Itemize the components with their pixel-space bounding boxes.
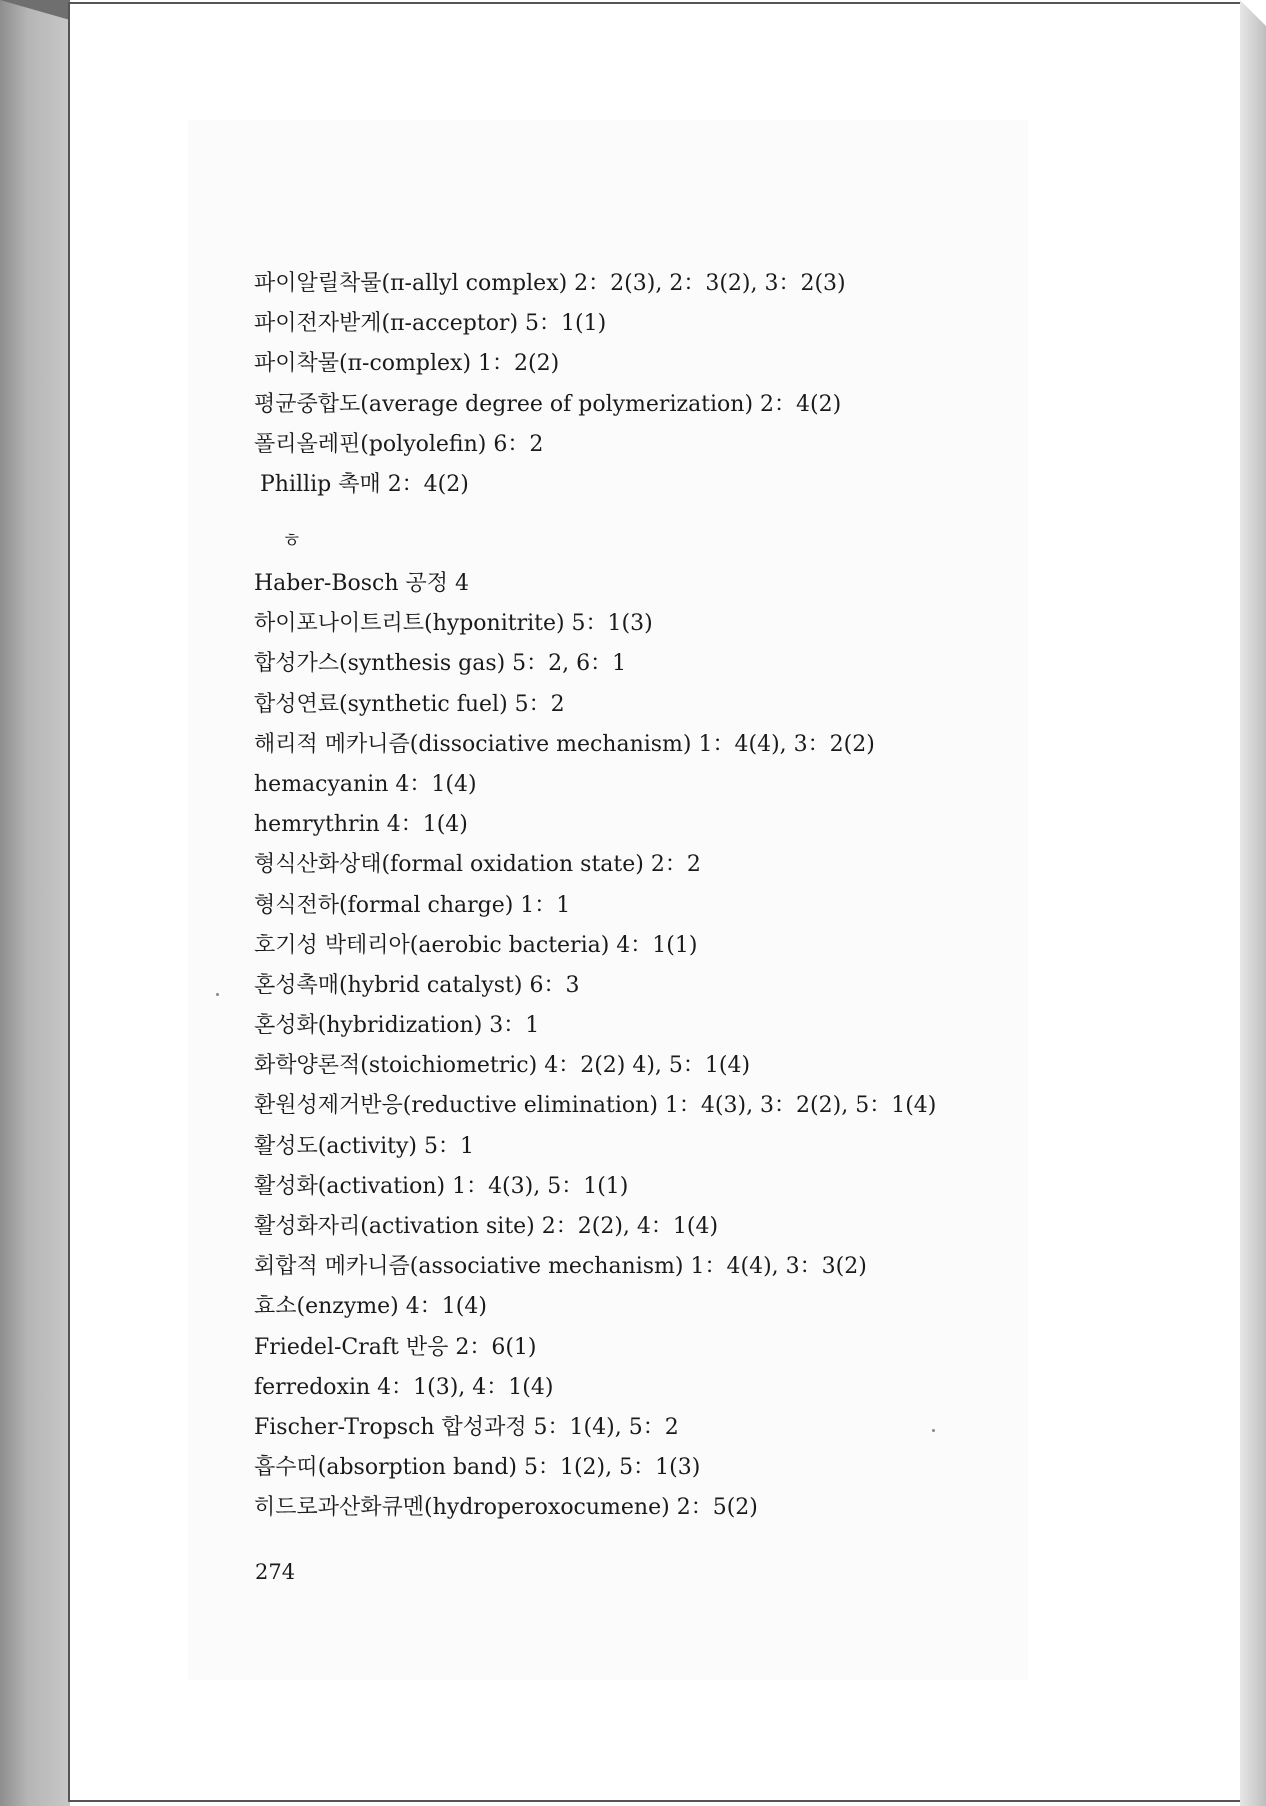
section-heading: ㅎ <box>282 528 302 552</box>
page-number: 274 <box>255 1560 296 1584</box>
index-entry: 파이전자받게(π-acceptor) 5：1(1) <box>254 311 607 337</box>
index-entry: 히드로과산화큐멘(hydroperoxocumene) 2：5(2) <box>254 1495 758 1521</box>
index-entry: 해리적 메카니즘(dissociative mechanism) 1：4(4), 3：2(2) <box>254 731 875 757</box>
scan-speck <box>216 993 219 996</box>
index-entry: 활성화자리(activation site) 2：2(2), 4：1(4) <box>254 1214 719 1239</box>
index-entry: 하이포나이트리트(hyponitrite) 5：1(3) <box>254 611 653 637</box>
index-entry: 환원성제거반응(reductive elimination) 1：4(3), 3：2(2), 5：1(4) <box>254 1093 937 1119</box>
index-entry: 활성화(activation) 1：4(3), 5：1(1) <box>254 1173 629 1199</box>
index-entry: hemacyanin 4：1(4) <box>254 771 477 797</box>
book-page-edge <box>1240 0 1266 1806</box>
index-entry: 폴리올레핀(polyolefin) 6：2 <box>254 431 544 457</box>
index-entry: Haber-Bosch 공정 4 <box>254 571 470 596</box>
index-entry: 활성도(activity) 5：1 <box>254 1133 474 1159</box>
index-entry: 회합적 메카니즘(associative mechanism) 1：4(4), 3：3(2) <box>254 1254 867 1280</box>
index-entry: 혼성촉매(hybrid catalyst) 6：3 <box>254 972 580 998</box>
index-entry: 화학양론적(stoichiometric) 4：2(2) 4), 5：1(4) <box>254 1053 751 1079</box>
index-entry: Friedel-Craft 반응 2：6(1) <box>254 1334 537 1360</box>
index-entry: 합성가스(synthesis gas) 5：2, 6：1 <box>254 651 627 677</box>
index-entry: 형식산화상태(formal oxidation state) 2：2 <box>254 852 701 878</box>
index-entry: 합성연료(synthetic fuel) 5：2 <box>254 691 565 717</box>
index-entry: Phillip 촉매 2：4(2) <box>260 471 469 497</box>
index-list-p <box>254 264 1074 505</box>
scan-speck <box>932 1429 935 1432</box>
index-entry: 흡수띠(absorption band) 5：1(2), 5：1(3) <box>254 1455 701 1481</box>
index-entry: 효소(enzyme) 4：1(4) <box>254 1294 487 1320</box>
index-entry: 평균중합도(average degree of polymerization) 2：4(2) <box>254 391 842 417</box>
index-entry: ferredoxin 4：1(3), 4：1(4) <box>254 1374 554 1400</box>
index-entry: 파이알릴착물(π-allyl complex) 2：2(3), 2：3(2), 3：2(3) <box>254 271 846 296</box>
index-list-h <box>254 564 1074 1529</box>
index-entry: 혼성화(hybridization) 3：1 <box>254 1013 540 1039</box>
index-entry: 형식전하(formal charge) 1：1 <box>254 892 571 918</box>
index-entry: Fischer-Tropsch 합성과정 5：1(4), 5：2 <box>254 1414 679 1440</box>
book-spine <box>0 0 70 1806</box>
index-entry: 호기성 박테리아(aerobic bacteria) 4：1(1) <box>254 932 698 958</box>
index-entry: 파이착물(π-complex) 1：2(2) <box>254 351 560 377</box>
index-entry: hemrythrin 4：1(4) <box>254 812 468 838</box>
